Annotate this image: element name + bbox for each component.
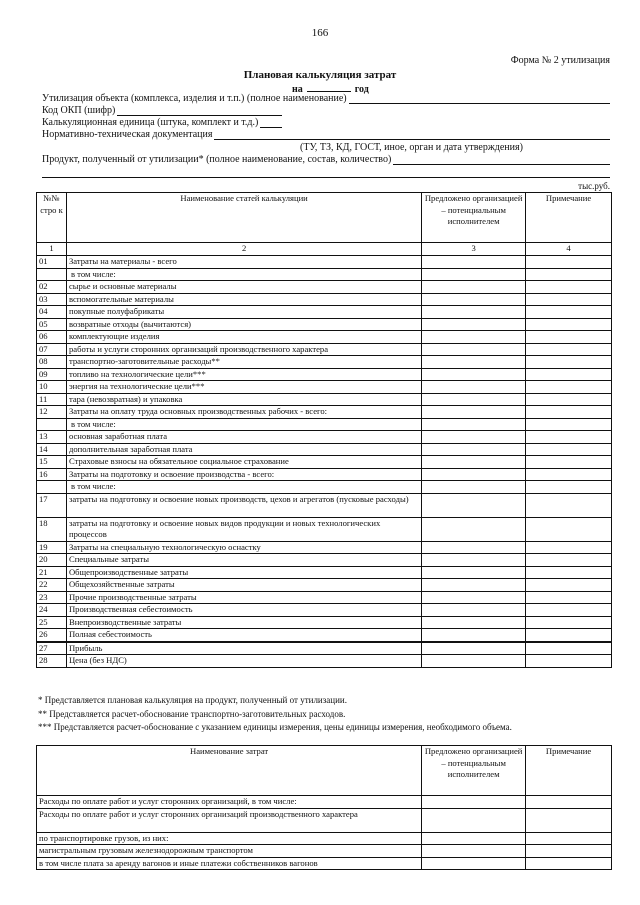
row-note-cell xyxy=(526,655,612,668)
table-row xyxy=(37,642,612,655)
page-title: Плановая калькуляция затрат xyxy=(243,69,397,81)
row-name: Внепроизводственные затраты xyxy=(66,616,421,629)
row-number: 15 xyxy=(37,456,67,469)
field-okp-label: Код ОКП (шифр) xyxy=(42,105,116,116)
table-row xyxy=(37,616,612,629)
row-proposed-cell xyxy=(422,456,526,469)
row-proposed-cell xyxy=(422,368,526,381)
year-blank xyxy=(307,82,351,92)
row-proposed-cell xyxy=(422,443,526,456)
table-row xyxy=(37,655,612,668)
table-row xyxy=(37,808,612,832)
row-name: транспортно-заготовительные расходы** xyxy=(66,356,421,369)
table-row xyxy=(37,393,612,406)
col-number: 4 xyxy=(526,243,612,256)
table-row xyxy=(37,845,612,858)
cost-name: Расходы по оплате работ и услуг сторонних организаций производственного характера xyxy=(37,808,422,832)
row-number: 11 xyxy=(37,393,67,406)
table-row xyxy=(37,331,612,344)
row-note-cell xyxy=(526,393,612,406)
row-number: 17 xyxy=(37,493,67,517)
cost-name: в том числе плата за аренду вагонов и иные платежи собственников вагонов xyxy=(37,857,422,870)
row-proposed-cell xyxy=(422,591,526,604)
row-name: Общепроизводственные затраты xyxy=(66,566,421,579)
row-proposed-cell xyxy=(422,293,526,306)
table-row xyxy=(37,541,612,554)
cost-proposed-cell xyxy=(422,857,526,870)
table-row xyxy=(37,406,612,419)
row-note-cell xyxy=(526,517,612,541)
row-number: 27 xyxy=(37,642,67,655)
row-proposed-cell xyxy=(422,356,526,369)
row-name: возвратные отходы (вычитаются) xyxy=(66,318,421,331)
row-name: Полная себестоимость xyxy=(66,629,421,642)
row-note-cell xyxy=(526,406,612,419)
row-number: 20 xyxy=(37,554,67,567)
row-name: затраты на подготовку и освоение новых видов продукции и новых технологических процессов xyxy=(66,517,421,541)
row-number: 22 xyxy=(37,579,67,592)
header-note: Примечание xyxy=(526,193,612,243)
row-number: 26 xyxy=(37,629,67,642)
row-note-cell xyxy=(526,268,612,281)
field-object-blank xyxy=(349,94,610,104)
row-note-cell xyxy=(526,481,612,494)
row-proposed-cell xyxy=(422,281,526,294)
row-number: 13 xyxy=(37,431,67,444)
table-row xyxy=(37,481,612,494)
table-row xyxy=(37,591,612,604)
col-number: 1 xyxy=(37,243,67,256)
row-number: 28 xyxy=(37,655,67,668)
cost-note-cell xyxy=(526,796,612,809)
row-proposed-cell xyxy=(422,406,526,419)
row-note-cell xyxy=(526,554,612,567)
table-row xyxy=(37,381,612,394)
footnote: ** Представляется расчет-обоснование транспортно-заготовительных расходов. xyxy=(38,708,346,719)
table-row xyxy=(37,356,612,369)
row-name: Прочие производственные затраты xyxy=(66,591,421,604)
row-number: 14 xyxy=(37,443,67,456)
row-note-cell xyxy=(526,541,612,554)
row-note-cell xyxy=(526,356,612,369)
row-number xyxy=(37,481,67,494)
row-proposed-cell xyxy=(422,629,526,642)
row-note-cell xyxy=(526,493,612,517)
row-name: в том числе: xyxy=(66,418,421,431)
row-name: Цена (без НДС) xyxy=(66,655,421,668)
table-row xyxy=(37,306,612,319)
cost-name: по транспортировке грузов, из них: xyxy=(37,832,422,845)
row-proposed-cell xyxy=(422,306,526,319)
row-number: 07 xyxy=(37,343,67,356)
unit-label: тыс.руб. xyxy=(578,181,610,191)
row-number: 01 xyxy=(37,256,67,269)
row-name: в том числе: xyxy=(66,481,421,494)
row-proposed-cell xyxy=(422,616,526,629)
header-proposed: Предложено организацией – потенциальным исполнителем xyxy=(422,193,526,243)
row-name: покупные полуфабрикаты xyxy=(66,306,421,319)
header-note: Примечание xyxy=(526,746,612,796)
row-name: Специальные затраты xyxy=(66,554,421,567)
row-name: работы и услуги сторонних организаций производственного характера xyxy=(66,343,421,356)
footnote: *** Представляется расчет-обоснование с указанием единицы измерения, цены единицы измерения, необходимого объема. xyxy=(38,722,512,732)
field-okp-blank xyxy=(117,106,282,116)
table-row xyxy=(37,456,612,469)
row-name: в том числе: xyxy=(66,268,421,281)
cost-note-cell xyxy=(526,857,612,870)
row-number: 09 xyxy=(37,368,67,381)
table-row xyxy=(37,554,612,567)
table-row xyxy=(37,566,612,579)
table-row xyxy=(37,443,612,456)
field-okp xyxy=(42,105,282,116)
row-note-cell xyxy=(526,431,612,444)
row-number: 25 xyxy=(37,616,67,629)
row-proposed-cell xyxy=(422,393,526,406)
field-unit-label: Калькуляционная единица (штука, комплект и т.д.) xyxy=(42,117,259,128)
field-unit xyxy=(42,117,282,128)
table2-header xyxy=(37,746,612,796)
table-row xyxy=(37,517,612,541)
row-note-cell xyxy=(526,368,612,381)
row-number: 23 xyxy=(37,591,67,604)
row-name: комплектующие изделия xyxy=(66,331,421,344)
row-note-cell xyxy=(526,293,612,306)
row-name: топливо на технологические цели*** xyxy=(66,368,421,381)
calculation-table xyxy=(36,192,612,668)
table-header xyxy=(37,193,612,243)
row-note-cell xyxy=(526,591,612,604)
row-proposed-cell xyxy=(422,256,526,269)
row-number: 04 xyxy=(37,306,67,319)
table-row xyxy=(37,318,612,331)
cost-proposed-cell xyxy=(422,832,526,845)
field-product xyxy=(42,154,610,165)
row-note-cell xyxy=(526,616,612,629)
costs-table xyxy=(36,745,612,870)
cost-proposed-cell xyxy=(422,845,526,858)
row-number: 08 xyxy=(37,356,67,369)
row-number: 05 xyxy=(37,318,67,331)
header-proposed: Предложено организацией – потенциальным исполнителем xyxy=(422,746,526,796)
field-product-blank xyxy=(393,155,610,165)
row-note-cell xyxy=(526,566,612,579)
row-name: основная заработная плата xyxy=(66,431,421,444)
row-note-cell xyxy=(526,318,612,331)
cost-note-cell xyxy=(526,845,612,858)
row-note-cell xyxy=(526,629,612,642)
row-proposed-cell xyxy=(422,481,526,494)
row-proposed-cell xyxy=(422,493,526,517)
table-row xyxy=(37,796,612,809)
table-row xyxy=(37,418,612,431)
form-label: Форма № 2 утилизация xyxy=(510,55,610,66)
year-prefix: на xyxy=(292,84,303,95)
row-proposed-cell xyxy=(422,655,526,668)
row-name: Страховые взносы на обязательное социальное страхование xyxy=(66,456,421,469)
column-number-row xyxy=(37,243,612,256)
row-name: Производственная себестоимость xyxy=(66,604,421,617)
table-row xyxy=(37,604,612,617)
table-row xyxy=(37,579,612,592)
header-name: Наименование статей калькуляции xyxy=(66,193,421,243)
field-unit-blank xyxy=(260,118,282,128)
row-proposed-cell xyxy=(422,431,526,444)
table-row xyxy=(37,293,612,306)
footnotes xyxy=(38,694,512,735)
row-name: Общехозяйственные затраты xyxy=(66,579,421,592)
row-proposed-cell xyxy=(422,381,526,394)
table-row xyxy=(37,343,612,356)
field-docs-label: Нормативно-техническая документация xyxy=(42,129,213,140)
row-number: 16 xyxy=(37,468,67,481)
row-proposed-cell xyxy=(422,343,526,356)
row-proposed-cell xyxy=(422,541,526,554)
row-proposed-cell xyxy=(422,554,526,567)
row-proposed-cell xyxy=(422,268,526,281)
row-number: 19 xyxy=(37,541,67,554)
row-note-cell xyxy=(526,579,612,592)
table-row xyxy=(37,268,612,281)
cost-proposed-cell xyxy=(422,796,526,809)
row-note-cell xyxy=(526,256,612,269)
product-extra-line xyxy=(42,177,610,178)
year-suffix: год xyxy=(354,84,369,95)
row-number xyxy=(37,268,67,281)
row-note-cell xyxy=(526,604,612,617)
row-number: 03 xyxy=(37,293,67,306)
field-docs xyxy=(42,129,610,140)
cost-name: магистральным грузовым железнодорожным транспортом xyxy=(37,845,422,858)
page-number: 166 xyxy=(311,27,329,39)
row-note-cell xyxy=(526,642,612,655)
field-object-label: Утилизация объекта (комплекса, изделия и т.п.) (полное наименование) xyxy=(42,93,347,104)
row-note-cell xyxy=(526,306,612,319)
cost-note-cell xyxy=(526,832,612,845)
footnote: * Представляется плановая калькуляция на продукт, полученный от утилизации. xyxy=(38,695,347,705)
row-note-cell xyxy=(526,468,612,481)
row-proposed-cell xyxy=(422,604,526,617)
field-docs-blank xyxy=(214,130,610,140)
row-name: вспомогательные материалы xyxy=(66,293,421,306)
row-note-cell xyxy=(526,456,612,469)
header-num: №№ стро к xyxy=(37,193,67,243)
row-note-cell xyxy=(526,343,612,356)
table-row xyxy=(37,256,612,269)
field-object xyxy=(42,93,610,104)
header-cost-name: Наименование затрат xyxy=(37,746,422,796)
row-proposed-cell xyxy=(422,517,526,541)
table-row xyxy=(37,431,612,444)
row-number: 06 xyxy=(37,331,67,344)
row-proposed-cell xyxy=(422,642,526,655)
table-row xyxy=(37,368,612,381)
row-number: 18 xyxy=(37,517,67,541)
row-name: энергия на технологические цели*** xyxy=(66,381,421,394)
row-number: 12 xyxy=(37,406,67,419)
row-name: сырье и основные материалы xyxy=(66,281,421,294)
row-name: тара (невозвратная) и упаковка xyxy=(66,393,421,406)
row-proposed-cell xyxy=(422,566,526,579)
row-number: 21 xyxy=(37,566,67,579)
doc-hint: (ТУ, ТЗ, КД, ГОСТ, иное, орган и дата утверждения) xyxy=(300,142,523,153)
field-product-label: Продукт, полученный от утилизации* (полное наименование, состав, количество) xyxy=(42,154,392,165)
table-row xyxy=(37,493,612,517)
col-number: 2 xyxy=(66,243,421,256)
row-name: затраты на подготовку и освоение новых производств, цехов и агрегатов (пусковые расходы) xyxy=(66,493,421,517)
calculation-rows xyxy=(37,256,612,668)
row-note-cell xyxy=(526,331,612,344)
table-row xyxy=(37,629,612,642)
row-proposed-cell xyxy=(422,468,526,481)
row-proposed-cell xyxy=(422,331,526,344)
cost-note-cell xyxy=(526,808,612,832)
table-row xyxy=(37,832,612,845)
row-proposed-cell xyxy=(422,418,526,431)
row-note-cell xyxy=(526,281,612,294)
table-row xyxy=(37,281,612,294)
row-note-cell xyxy=(526,443,612,456)
cost-name: Расходы по оплате работ и услуг сторонних организаций, в том числе: xyxy=(37,796,422,809)
cost-proposed-cell xyxy=(422,808,526,832)
row-name: дополнительная заработная плата xyxy=(66,443,421,456)
row-number: 02 xyxy=(37,281,67,294)
row-note-cell xyxy=(526,381,612,394)
row-name: Прибыль xyxy=(66,642,421,655)
row-proposed-cell xyxy=(422,318,526,331)
row-note-cell xyxy=(526,418,612,431)
costs-rows xyxy=(37,796,612,870)
row-name: Затраты на специальную технологическую оснастку xyxy=(66,541,421,554)
row-proposed-cell xyxy=(422,579,526,592)
table-row xyxy=(37,857,612,870)
table-row xyxy=(37,468,612,481)
row-number xyxy=(37,418,67,431)
row-name: Затраты на подготовку и освоение производства - всего: xyxy=(66,468,421,481)
col-number: 3 xyxy=(422,243,526,256)
row-name: Затраты на оплату труда основных производственных рабочих - всего: xyxy=(66,406,421,419)
row-number: 10 xyxy=(37,381,67,394)
row-name: Затраты на материалы - всего xyxy=(66,256,421,269)
row-number: 24 xyxy=(37,604,67,617)
